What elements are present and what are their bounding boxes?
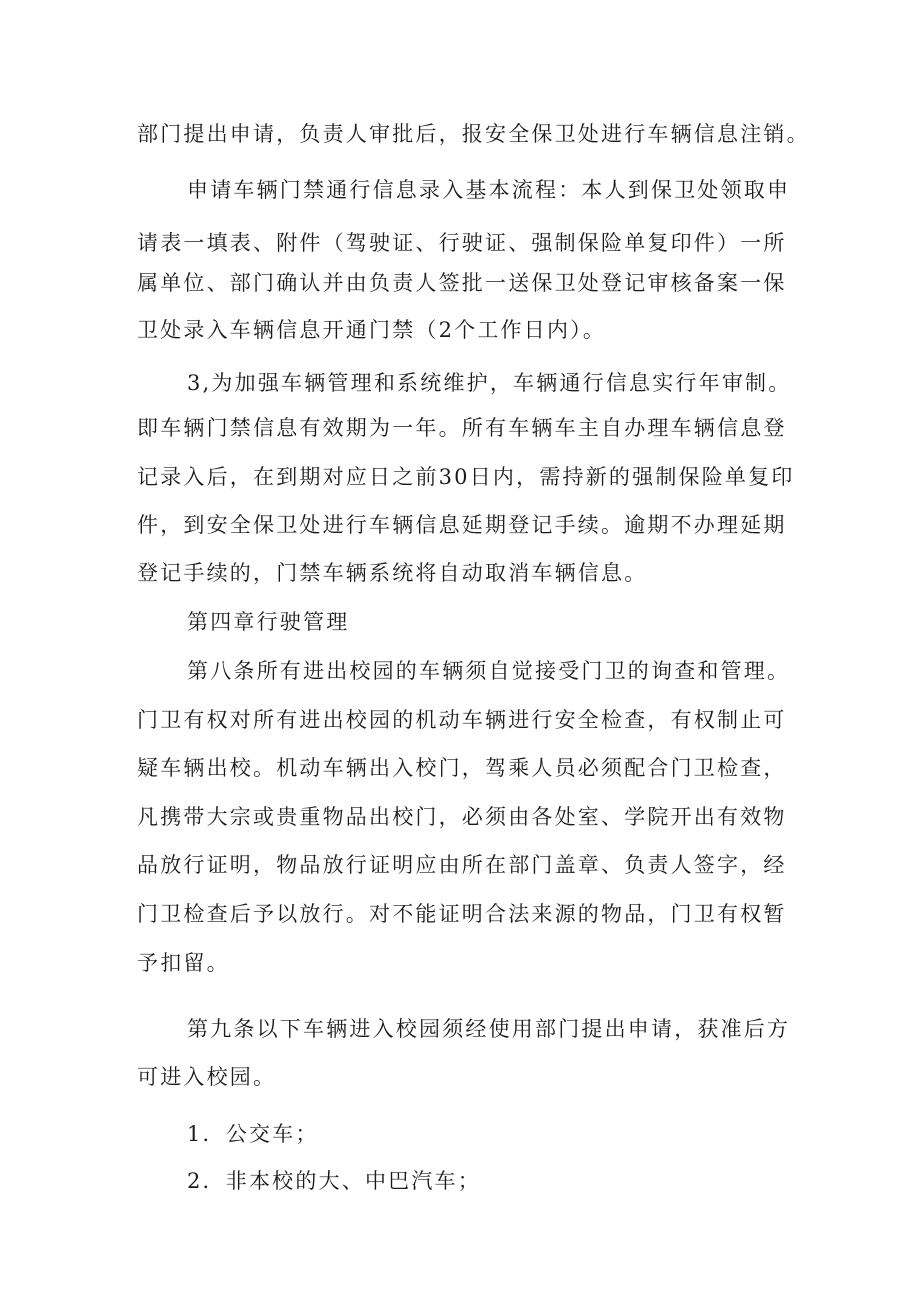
paragraph-line: 疑车辆出校。机动车辆出入校门，驾乘人员必须配合门卫检查，	[137, 756, 787, 780]
paragraph-line: 第九条以下车辆进入校园须经使用部门提出申请，获准后方	[187, 1017, 791, 1041]
paragraph-line: 门卫有权对所有进出校园的机动车辆进行安全检查，有权制止可	[137, 708, 787, 732]
list-item: 2．非本校的大、中巴汽车；	[187, 1169, 481, 1193]
chapter-heading: 第四章行驶管理	[187, 610, 350, 634]
list-item: 1．公交车；	[187, 1122, 319, 1146]
paragraph-line: 3,为加强车辆管理和系统维护，车辆通行信息实行年审制。	[187, 371, 792, 395]
paragraph-line: 记录入后，在到期对应日之前30日内，需持新的强制保险单复印	[137, 465, 795, 489]
paragraph-line: 部门提出申请，负责人审批后，报安全保卫处进行车辆信息注销。	[137, 122, 810, 146]
paragraph-line: 门卫检查后予以放行。对不能证明合法来源的物品，门卫有权暂	[137, 902, 787, 926]
paragraph-line: 登记手续的，门禁车辆系统将自动取消车辆信息。	[137, 561, 648, 585]
paragraph-line: 品放行证明，物品放行证明应由所在部门盖章、负责人签字，经	[137, 853, 787, 877]
paragraph-line: 卫处录入车辆信息开通门禁（2个工作日内）。	[137, 318, 607, 342]
paragraph-line: 凡携带大宗或贵重物品出校门，必须由各处室、学院开出有效物	[137, 805, 787, 829]
paragraph-line: 予扣留。	[137, 951, 230, 975]
paragraph-line: 件，到安全保卫处进行车辆信息延期登记手续。逾期不办理延期	[137, 513, 787, 537]
paragraph-line: 可进入校园。	[137, 1065, 277, 1089]
paragraph-line: 即车辆门禁信息有效期为一年。所有车辆车主自办理车辆信息登	[137, 416, 787, 440]
paragraph-line: 申请车辆门禁通行信息录入基本流程：本人到保卫处领取申	[187, 178, 791, 202]
paragraph-line: 第八条所有进出校园的车辆须自觉接受门卫的询查和管理。	[187, 659, 791, 683]
paragraph-line: 属单位、部门确认并由负责人签批一送保卫处登记审核备案一保	[137, 271, 787, 295]
paragraph-line: 请表一填表、附件（驾驶证、行驶证、强制保险单复印件）一所	[137, 231, 787, 255]
